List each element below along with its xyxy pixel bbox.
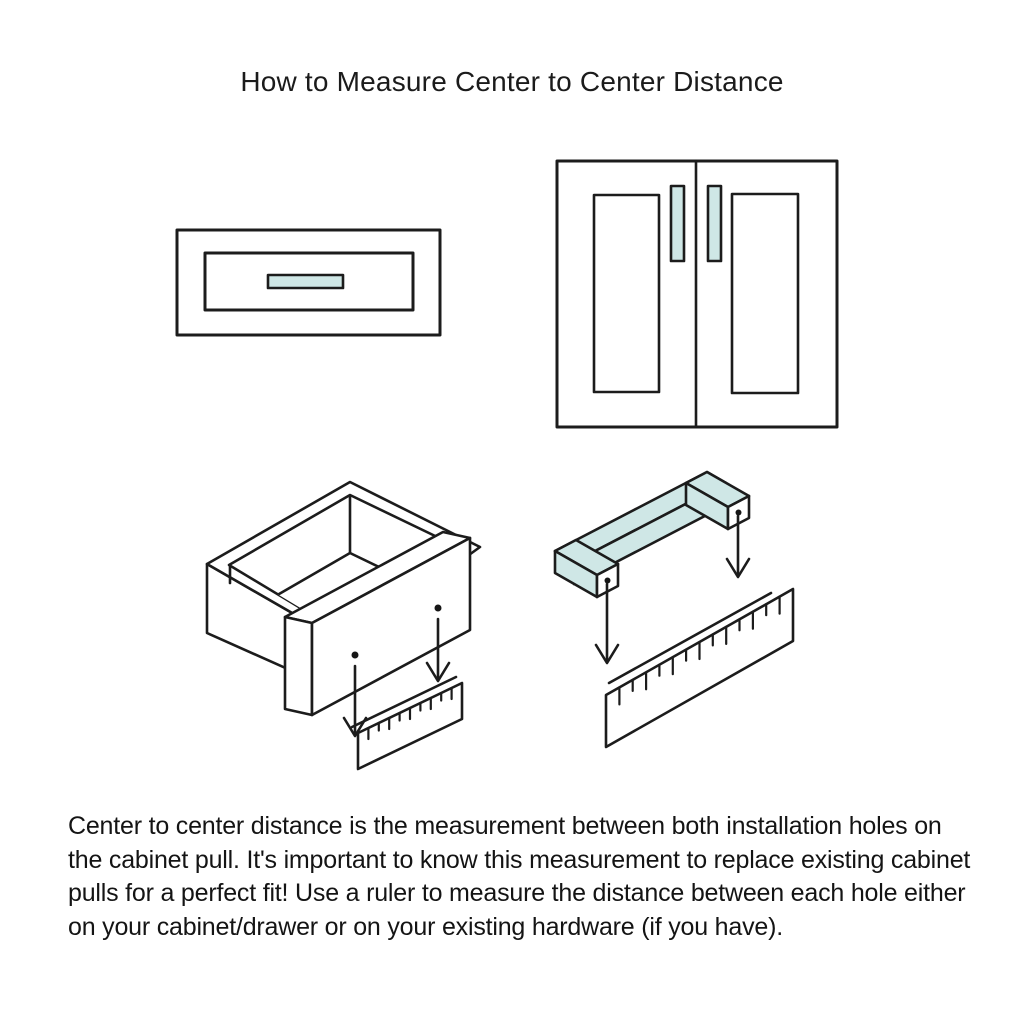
drawer-front-illustration <box>170 225 450 345</box>
hole-dot-right <box>435 605 442 612</box>
cabinet-pull-3d <box>555 472 749 597</box>
cabinet-doors-illustration <box>550 155 842 433</box>
description-text: Center to center distance is the measurement between both installation holes on the cabinet pull. It's important to know this measurement to replace existing cabinet pulls for a perfect fit! Use a ruler to measure the distance between each hole either on your cabinet/drawer or on your existing hardware (if you have). <box>68 812 971 941</box>
door-right-pull-icon <box>708 186 721 261</box>
pull-3d-illustration <box>545 455 865 775</box>
pull-hole-dot-right <box>736 510 742 516</box>
ruler-large <box>606 589 793 747</box>
hole-dot-left <box>352 652 359 659</box>
page-title: How to Measure Center to Center Distance <box>240 66 784 97</box>
drawer-pull-icon <box>268 275 343 288</box>
door-left-panel <box>594 195 659 392</box>
drawer-3d-illustration <box>190 455 510 785</box>
pull-hole-dot-left <box>605 578 611 584</box>
ruler-body <box>358 683 462 769</box>
slab-left-face <box>285 617 312 715</box>
door-left-pull-icon <box>671 186 684 261</box>
ruler-small <box>352 677 462 769</box>
door-right-panel <box>732 194 798 393</box>
